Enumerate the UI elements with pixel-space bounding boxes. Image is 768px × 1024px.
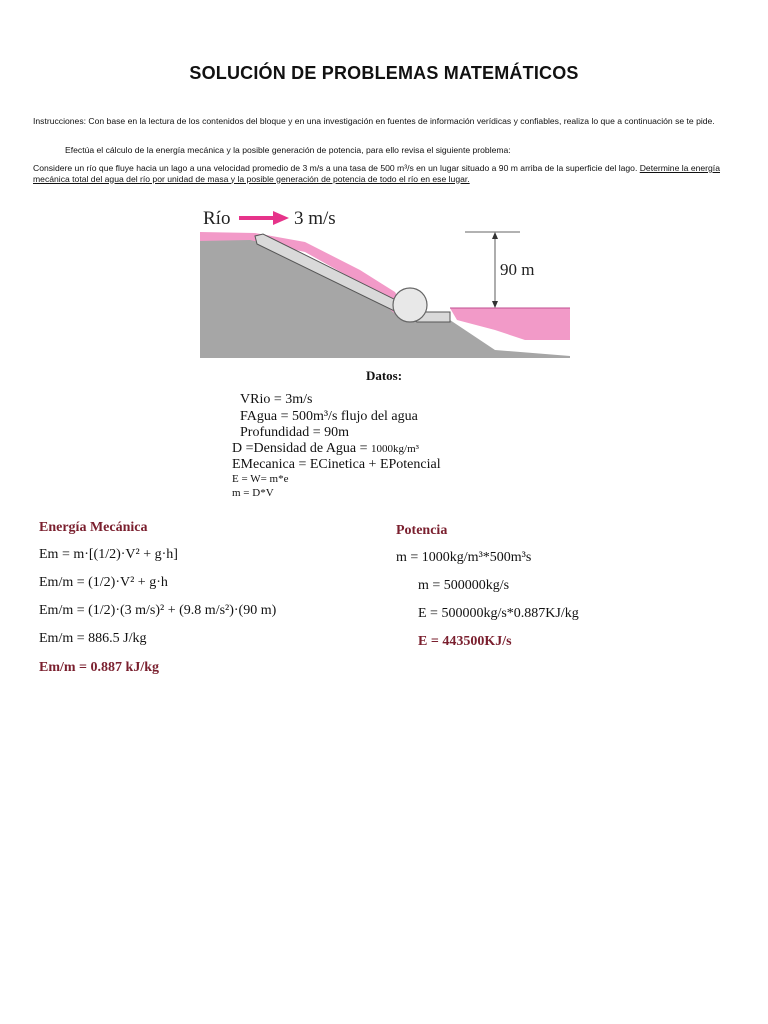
height-label: 90 m bbox=[500, 260, 535, 279]
potencia-eq-3: E = 500000kg/s*0.887KJ/kg bbox=[418, 606, 579, 621]
energia-eq-2: Em/m = (1/2)·V² + g·h bbox=[39, 575, 168, 590]
potencia-header: Potencia bbox=[396, 523, 448, 538]
river-label: Río bbox=[203, 208, 231, 229]
instructions-text: Instrucciones: Con base en la lectura de los contenidos del bloque y en una investigación en fuentes de información verídicas y confiables, realiza lo que a continuación se te pide. bbox=[33, 116, 715, 126]
potencia-result: E = 443500KJ/s bbox=[418, 634, 512, 649]
task-text: Efectúa el cálculo de la energía mecánica y la posible generación de potencia, para ello revisa el siguiente problema: bbox=[65, 145, 511, 155]
energia-eq-4: Em/m = 886.5 J/kg bbox=[39, 631, 147, 646]
densidad-value: 1000kg/m³ bbox=[371, 443, 419, 455]
datos-line-e: E = W= m*e bbox=[232, 473, 289, 485]
velocity-arrow-icon bbox=[273, 211, 289, 225]
datos-line-vrio: VRio = 3m/s bbox=[240, 392, 313, 407]
problem-text: Considere un río que fluye hacia un lago a una velocidad promedio de 3 m/s a una tasa de 500 m³/s en un lugar situado a 90 m arriba de la superficie del lago. bbox=[33, 163, 640, 173]
densidad-label: D =Densidad de Agua = bbox=[232, 441, 372, 456]
datos-line-emecanica: EMecanica = ECinetica + EPotencial bbox=[232, 457, 441, 472]
velocity-label: 3 m/s bbox=[294, 208, 336, 229]
river-diagram bbox=[195, 200, 575, 360]
potencia-eq-2: m = 500000kg/s bbox=[418, 578, 510, 593]
energia-eq-1: Em = m·[(1/2)·V² + g·h] bbox=[39, 547, 178, 562]
datos-line-densidad bbox=[232, 441, 419, 457]
turbine-shape bbox=[393, 288, 427, 322]
datos-line-fagua: FAgua = 500m³/s flujo del agua bbox=[240, 409, 418, 424]
problem-statement bbox=[33, 163, 738, 184]
energia-result: Em/m = 0.887 kJ/kg bbox=[39, 660, 159, 675]
datos-line-profundidad: Profundidad = 90m bbox=[240, 425, 349, 440]
datos-title: Datos: bbox=[365, 368, 403, 383]
datos-line-m: m = D*V bbox=[232, 487, 274, 499]
potencia-eq-1: m = 1000kg/m³*500m³s bbox=[396, 550, 532, 565]
energia-header: Energía Mecánica bbox=[39, 520, 148, 535]
page-title: SOLUCIÓN DE PROBLEMAS MATEMÁTICOS bbox=[189, 63, 579, 83]
problem-underlined-text: Determine la energía mecánica total del agua del río por unidad de masa y la posible generación de potencia de todo el río en ese lugar. bbox=[33, 163, 720, 184]
energia-eq-3: Em/m = (1/2)·(3 m/s)² + (9.8 m/s²)·(90 m) bbox=[39, 603, 277, 618]
